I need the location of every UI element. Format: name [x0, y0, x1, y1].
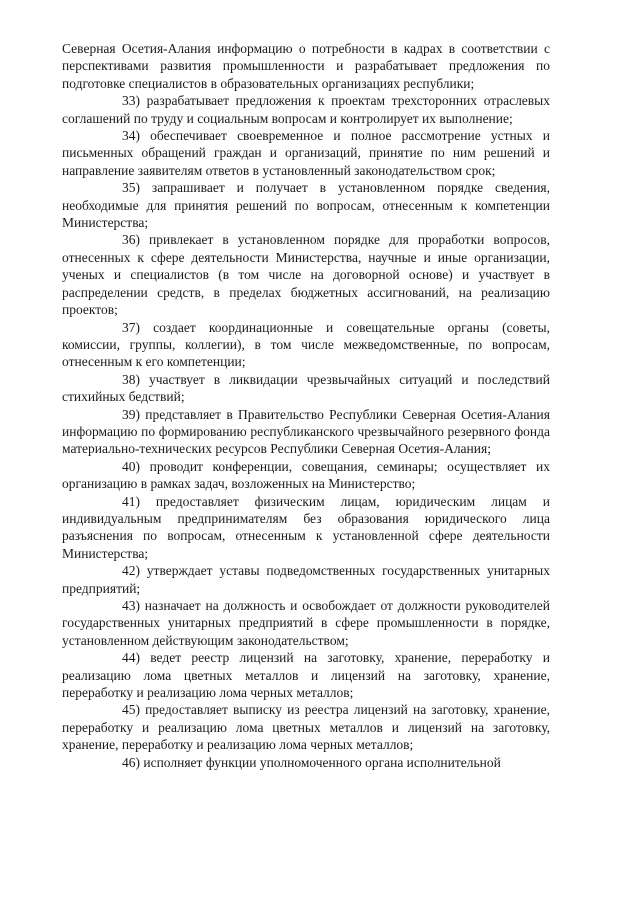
paragraph-item-43: 43) назначает на должность и освобождает от должности руководителей государственных унитарных предприятий в сфере промышленности в порядке, установленном действующим законодательством;: [62, 598, 550, 648]
paragraph-item-34: 34) обеспечивает своевременное и полное рассмотрение устных и письменных обращений граждан и организаций, принятие по ним решений и направление заявителям ответов в установленный законодательством срок;: [62, 128, 550, 178]
paragraph-item-36: 36) привлекает в установленном порядке для проработки вопросов, отнесенных к сфере деятельности Министерства, научные и иные организации, ученых и специалистов (в том числе на договорной основе) и участвует в распределении средств, в пределах бюджетных ассигнований, на реализацию проектов;: [62, 232, 550, 318]
paragraph-item-37: 37) создает координационные и совещательные органы (советы, комиссии, группы, коллегии), в том числе межведомственные, по вопросам, отнесенным к его компетенции;: [62, 319, 550, 370]
paragraph-item-44: 44) ведет реестр лицензий на заготовку, хранение, переработку и реализацию лома цветных металлов и лицензий на заготовку, хранение, переработку и реализацию лома черных металлов;: [62, 650, 550, 701]
paragraph-continuation: Северная Осетия-Алания информацию о потребности в кадрах в соответствии с перспективами развития промышленности и разрабатывает предложения по подготовке специалистов в образовательных организациях республики;: [62, 41, 550, 91]
document-page: [62, 40, 550, 771]
paragraph-item-46: 46) исполняет функции уполномоченного органа исполнительной: [122, 754, 501, 770]
paragraph-item-39: 39) представляет в Правительство Республики Северная Осетия-Алания информацию по формированию республиканского чрезвычайного резервного фонда материально-технических ресурсов Республики Северная Осетия-Алания;: [62, 406, 550, 457]
paragraph-item-45: 45) предоставляет выписку из реестра лицензий на заготовку, хранение, переработку и реализацию лома цветных металлов и лицензий на заготовку, хранение, переработку и реализацию лома черных металлов;: [62, 702, 550, 753]
paragraph-item-33: 33) разрабатывает предложения к проектам трехсторонних отраслевых соглашений по труду и социальным вопросам и контролирует их выполнение;: [62, 93, 550, 126]
paragraph-item-41: 41) предоставляет физическим лицам, юридическим лицам и индивидуальным предпринимателям без образования юридического лица разъяснения по вопросам, отнесенным к установленной сфере деятельности Министерства;: [62, 493, 550, 561]
paragraph-item-40: 40) проводит конференции, совещания, семинары; осуществляет их организацию в рамках задач, возложенных на Министерство;: [62, 458, 550, 492]
paragraph-item-35: 35) запрашивает и получает в установленном порядке сведения, необходимые для принятия решений по вопросам, отнесенным к компетенции Министерства;: [62, 180, 550, 231]
paragraph-item-42: 42) утверждает уставы подведомственных государственных унитарных предприятий;: [62, 563, 550, 596]
paragraph-item-38: 38) участвует в ликвидации чрезвычайных ситуаций и последствий стихийных бедствий;: [62, 371, 550, 405]
